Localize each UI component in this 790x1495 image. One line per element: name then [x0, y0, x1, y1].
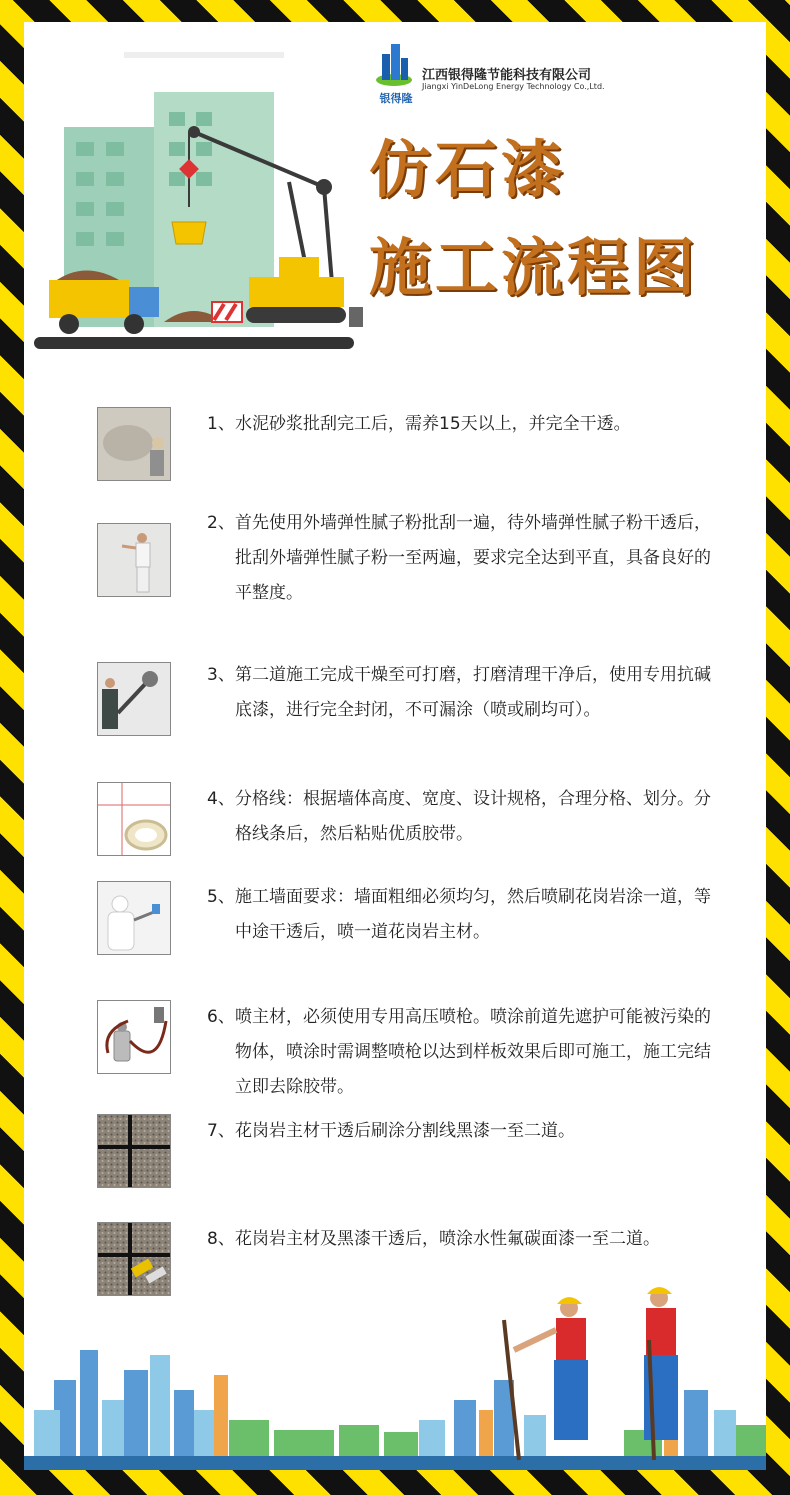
step-number: 5、: [207, 887, 235, 907]
wall-plaster-photo: [97, 407, 171, 481]
building-logo-icon: [374, 40, 414, 90]
step-number: 1、: [207, 414, 235, 434]
granite-grid-photo: [97, 1114, 171, 1188]
spray-gun-photo: [97, 1000, 171, 1074]
logo-text: 银得隆: [379, 92, 413, 105]
step-number: 8、: [207, 1229, 235, 1249]
worker-putty-photo: [97, 523, 171, 597]
sanding-photo: [97, 662, 171, 736]
company-name-en: Jiangxi YinDeLong Energy Technology Co.,Ltd.: [422, 82, 605, 91]
step-text: 首先使用外墙弹性腻子粉批刮一遍，待外墙弹性腻子粉干透后，批刮外墙弹性腻子粉一至两遍，要求完全达到平直，具备良好的平整度。: [235, 513, 711, 603]
spray-worker-photo: [97, 881, 171, 955]
step-number: 3、: [207, 665, 235, 685]
step-text: 分格线：根据墙体高度、宽度、设计规格，合理分格、划分。分格线条后，然后粘贴优质胶带。: [235, 789, 711, 844]
step-text: 花岗岩主材干透后刷涂分割线黑漆一至二道。: [235, 1121, 575, 1141]
step-number: 4、: [207, 789, 235, 809]
poster-panel: [24, 22, 766, 1470]
company-logo: [374, 40, 634, 110]
step-text: 喷主材，必须使用专用高压喷枪。喷涂前道先遮护可能被污染的物体，喷涂时需调整喷枪以达到样板效果后即可施工，施工完结立即去除胶带。: [235, 1007, 711, 1097]
page-title-line2: 施工流程图: [369, 231, 700, 304]
construction-illustration: [24, 32, 364, 372]
step-number: 6、: [207, 1007, 235, 1027]
step-text: 第二道施工完成干燥至可打磨，打磨清理干净后，使用专用抗碱底漆，进行完全封闭，不可漏涂（喷或刷均可）。: [235, 665, 711, 720]
tape-photo: [97, 782, 171, 856]
city-workers-illustration: [24, 1260, 766, 1470]
step-text: 水泥砂浆批刮完工后，需养15天以上，并完全干透。: [235, 414, 631, 434]
page-title-line1: 仿石漆: [369, 133, 568, 206]
step-text: 花岗岩主材及黑漆干透后，喷涂水性氟碳面漆一至二道。: [235, 1229, 660, 1249]
company-name-cn: 江西银得隆节能科技有限公司: [422, 68, 592, 83]
step-number: 2、: [207, 513, 235, 533]
step-number: 7、: [207, 1121, 235, 1141]
step-text: 施工墙面要求：墙面粗细必须均匀，然后喷刷花岗岩涂一道，等中途干透后，喷一道花岗岩主材。: [235, 887, 711, 942]
